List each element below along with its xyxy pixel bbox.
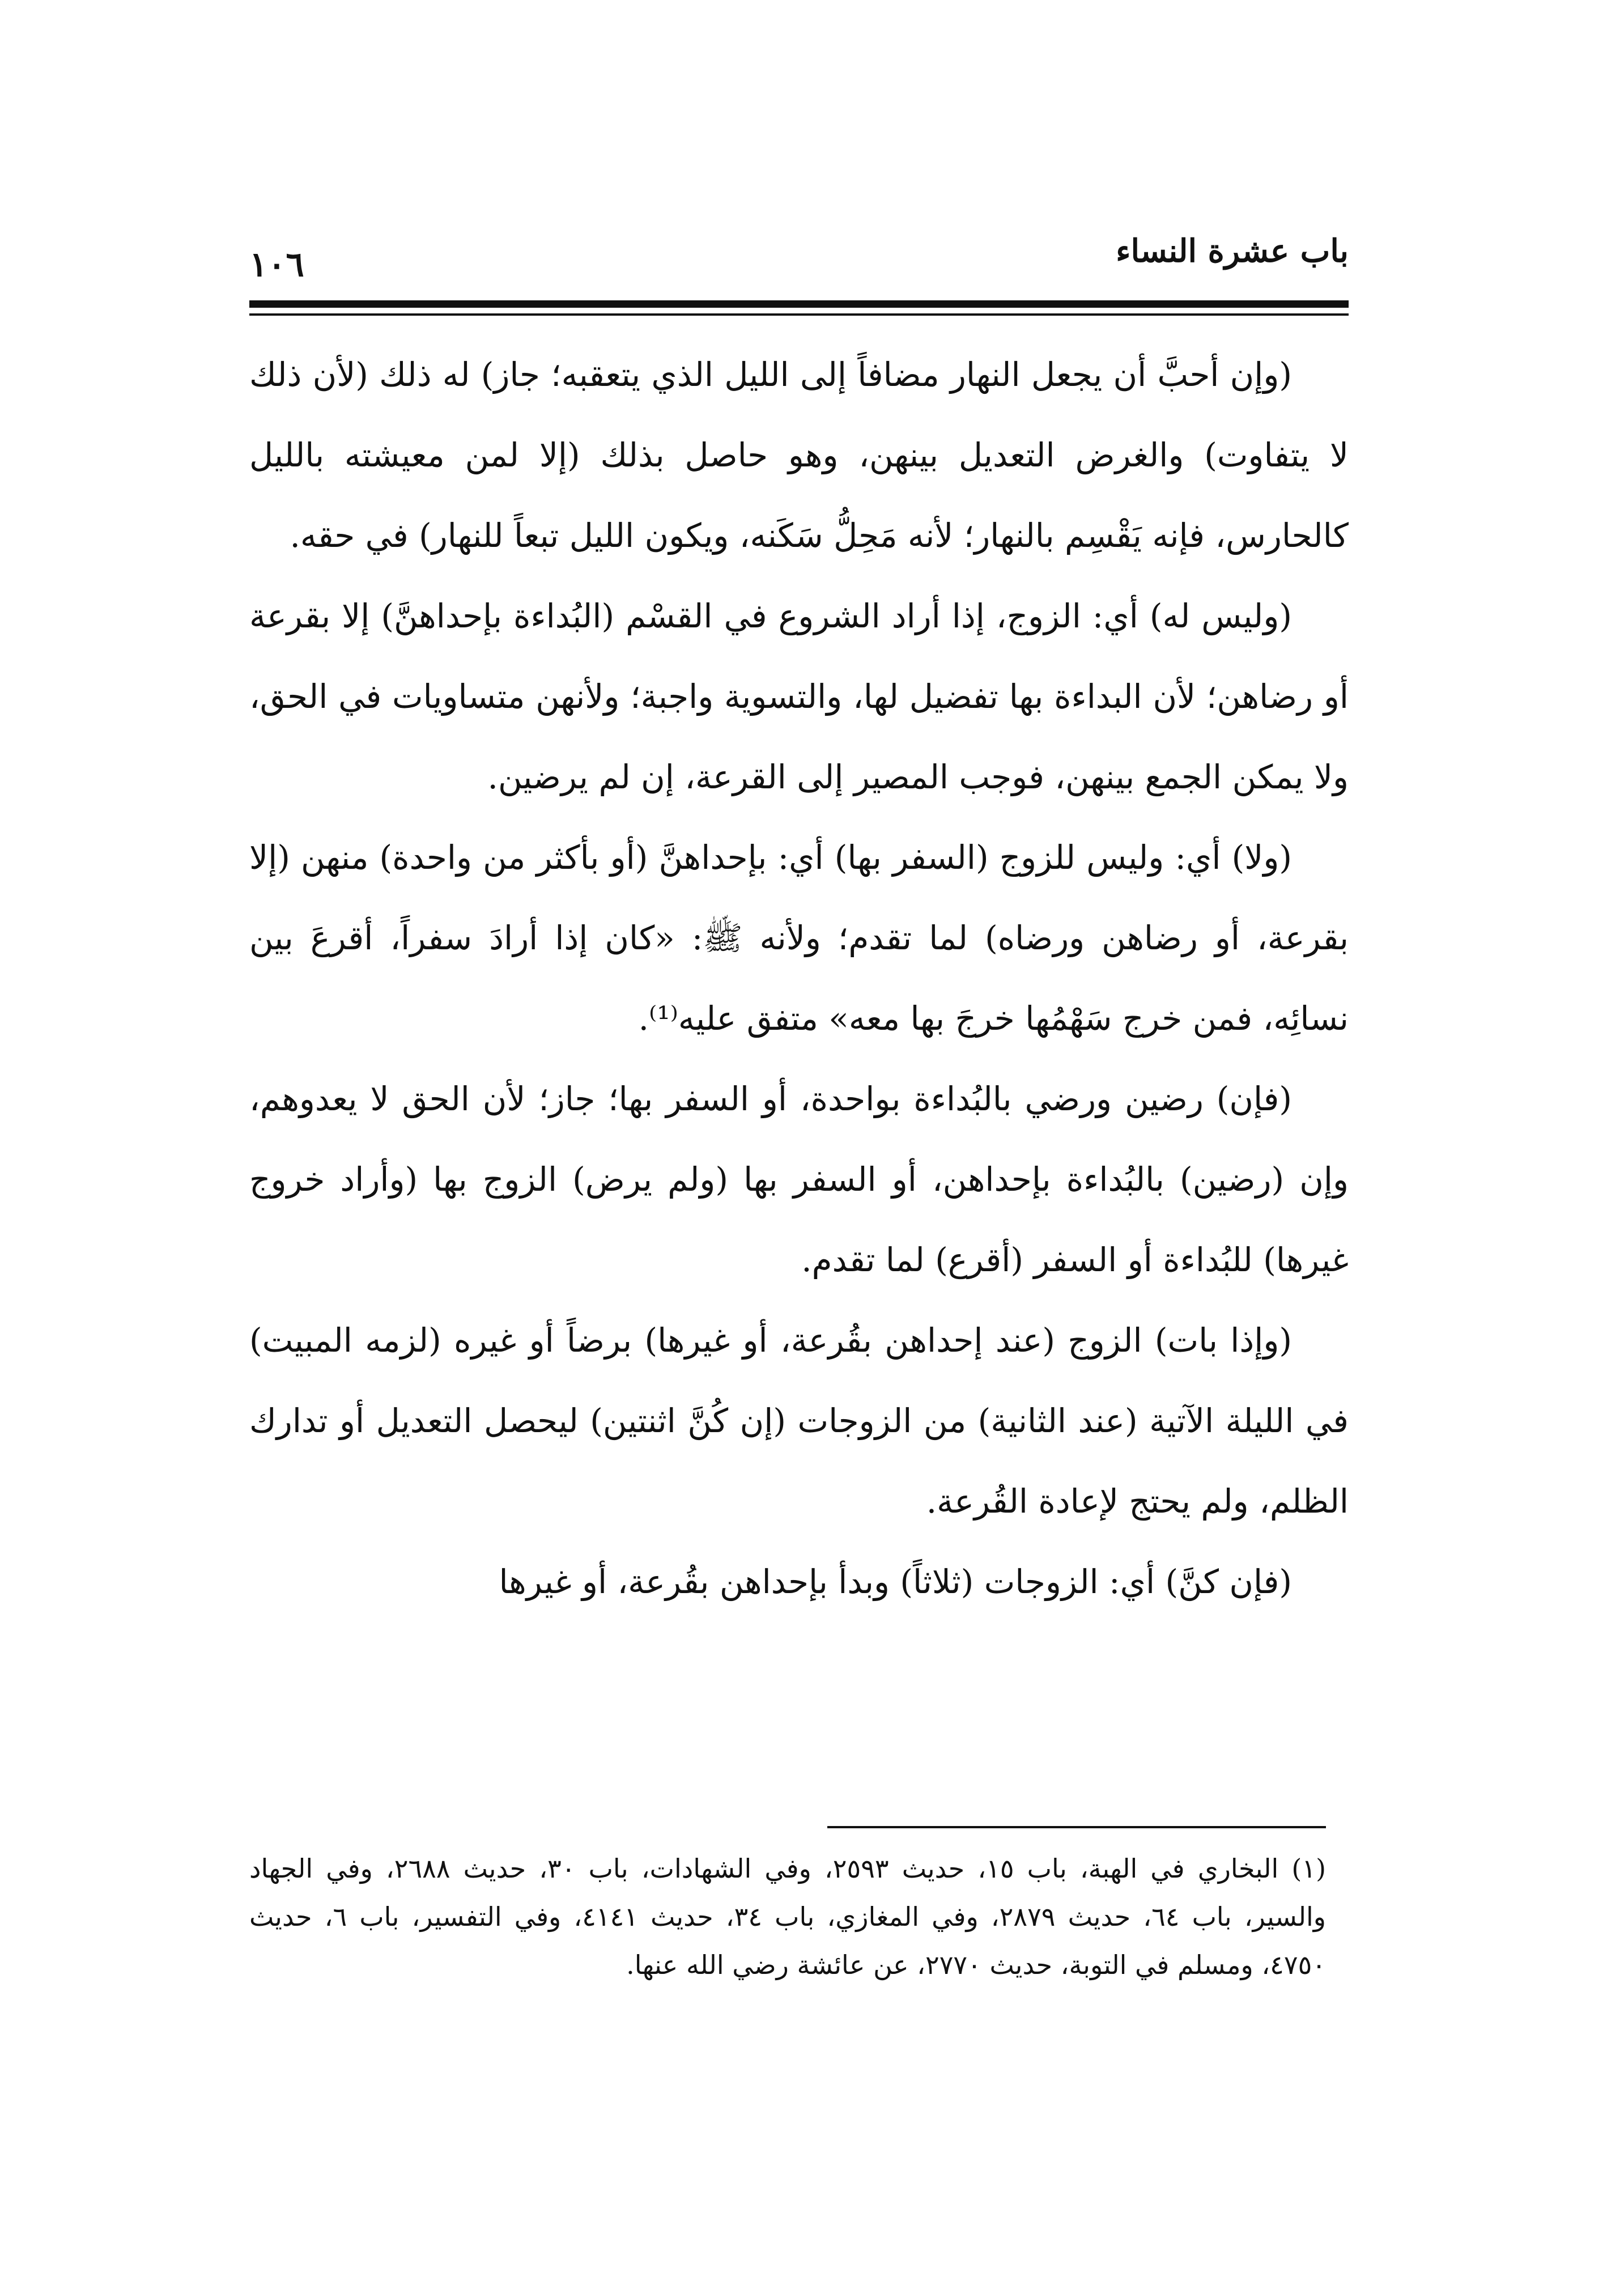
- footnote-text: (١) البخاري في الهبة، باب ١٥، حديث ٢٥٩٣، وفي الشهادات، باب ٣٠، حديث ٢٦٨٨، وفي الجهاد والسير، باب ٦٤، حديث ٢٨٧٩، وفي المغازي، باب ٣٤، حديث ٤١٤١، وفي التفسير، باب ٦، حديث ٤٧٥٠، ومسلم في التوبة، حديث ٢٧٧٠، عن عائشة رضي الله عنها.: [249, 1853, 1327, 1980]
- paragraph: (وإن أحبَّ أن يجعل النهار مضافاً إلى الليل الذي يتعقبه؛ جاز) له ذلك (لأن ذلك لا يتفاوت) والغرض التعديل بينهن، وهو حاصل بذلك (إلا لمن معيشته بالليل كالحارس، فإنه يَقْسِم بالنهار؛ لأنه مَحِلُّ سَكَنه، ويكون الليل تبعاً للنهار) في حقه.: [249, 355, 1349, 555]
- header-rule-thick: [249, 300, 1349, 308]
- paragraph: (وليس له) أي: الزوج، إذا أراد الشروع في القسْم (البُداءة بإحداهنَّ) إلا بقرعة أو رضاهن؛ لأن البداءة بها تفضيل لها، والتسوية واجبة؛ ولأنهن متساويات في الحق، ولا يمكن الجمع بينهن، فوجب المصير إلى القرعة، إن لم يرضين.: [249, 597, 1349, 796]
- paragraph: (وإذا بات) الزوج (عند إحداهن بقُرعة، أو غيرها) برضاً أو غيره (لزمه المبيت) في الليلة الآتية (عند الثانية) من الزوجات (إن كُنَّ اثنتين) ليحصل التعديل أو تدارك الظلم، ولم يحتج لإعادة القُرعة.: [249, 1321, 1349, 1521]
- paragraph: (فإن) رضين ورضي بالبُداءة بواحدة، أو السفر بها؛ جاز؛ لأن الحق لا يعدوهم، وإن (رضين) بالبُداءة بإحداهن، أو السفر بها (ولم يرض) الزوج بها (وأراد خروج غيرها) للبُداءة أو السفر (أقرع) لما تقدم.: [249, 1080, 1349, 1279]
- footnote-separator: [827, 1826, 1326, 1828]
- header-rule-thin: [249, 313, 1349, 316]
- chapter-title: باب عشرة النساء: [1116, 232, 1349, 270]
- main-text: [249, 334, 1349, 1622]
- running-header: [249, 215, 1349, 300]
- paragraph: (فإن كنَّ) أي: الزوجات (ثلاثاً) وبدأ بإحداهن بقُرعة، أو غيرها: [499, 1562, 1292, 1601]
- footnote: [249, 1845, 1326, 1989]
- page-number: ١٠٦: [249, 245, 304, 284]
- paragraph: (ولا) أي: وليس للزوج (السفر بها) أي: بإحداهنَّ (أو بأكثر من واحدة) منهن (إلا بقرعة، أو رضاهن ورضاه) لما تقدم؛ ولأنه ﷺ: «كان إذا أرادَ سفراً، أقرعَ بين نسائِه، فمن خرج سَهْمُها خرجَ بها معه» متفق عليه⁽¹⁾.: [249, 838, 1349, 1038]
